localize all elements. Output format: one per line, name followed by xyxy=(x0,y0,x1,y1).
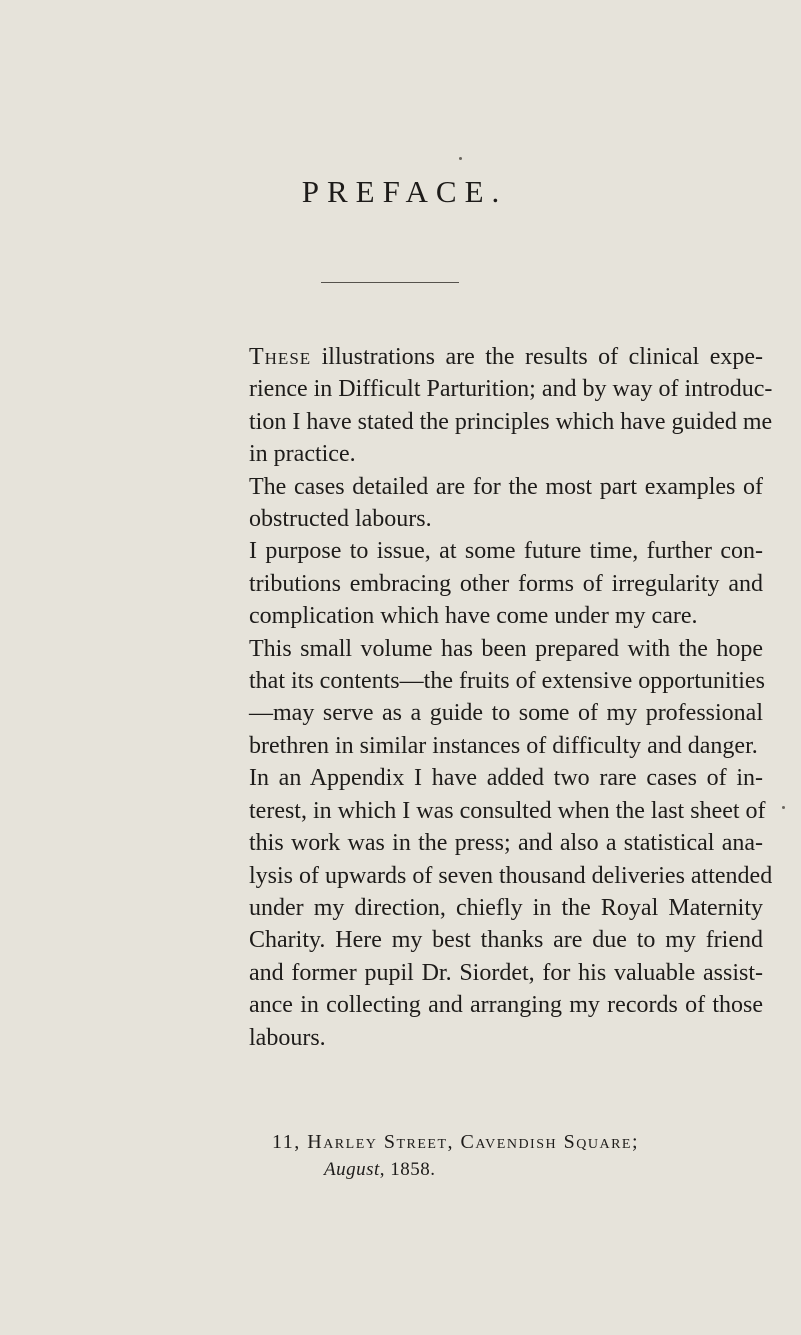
scan-speck xyxy=(782,806,785,809)
text-line: tion I have stated the principles which have guided me xyxy=(249,408,773,435)
scan-speck xyxy=(459,157,462,160)
text-line: This small volume has been prepared with the hope xyxy=(249,635,763,662)
text-line: The cases detailed are for the most part examples of xyxy=(249,473,763,500)
text-line: ance in collecting and arranging my records of those xyxy=(249,992,763,1019)
text-line: lysis of upwards of seven thousand deliveries attended xyxy=(249,862,773,889)
text-line: and former pupil Dr. Siordet, for his valuable assist- xyxy=(249,959,763,986)
signature-date xyxy=(324,1157,436,1183)
date-year: , 1858. xyxy=(379,1159,436,1180)
author-address: 11, Harley Street, Cavendish Square; xyxy=(272,1131,640,1153)
text-line: labours. xyxy=(249,1024,326,1051)
text-line: in practice. xyxy=(249,441,356,468)
text-line: complication which have come under my care. xyxy=(249,603,698,630)
text-line: tributions embracing other forms of irregularity and xyxy=(249,570,763,597)
title-divider-rule xyxy=(321,282,459,283)
text-line: obstructed labours. xyxy=(249,506,432,533)
text-line: under my direction, chiefly in the Royal Maternity xyxy=(249,894,763,921)
text-line: this work was in the press; and also a statistical ana- xyxy=(249,830,763,857)
page-title: PREFACE. xyxy=(301,174,508,209)
text-line: rience in Difficult Parturition; and by way of introduc- xyxy=(249,376,773,403)
text-line: In an Appendix I have added two rare cases of in- xyxy=(249,765,763,792)
paragraph-lead-word: These xyxy=(249,344,312,370)
text-line: I purpose to issue, at some future time, further con- xyxy=(249,538,763,565)
text-line: Charity. Here my best thanks are due to my friend xyxy=(249,927,763,954)
text-line: terest, in which I was consulted when the last sheet of xyxy=(249,797,766,824)
text-line: brethren in similar instances of difficulty and danger. xyxy=(249,732,758,759)
paragraph-1-line-1 xyxy=(249,341,763,373)
preface-body xyxy=(249,341,773,1054)
date-month: August xyxy=(324,1159,380,1180)
text-line: illustrations are the results of clinical expe- xyxy=(311,344,763,370)
text-line: —may serve as a guide to some of my professional xyxy=(249,700,763,727)
text-line: that its contents—the fruits of extensive opportunities xyxy=(249,668,765,695)
